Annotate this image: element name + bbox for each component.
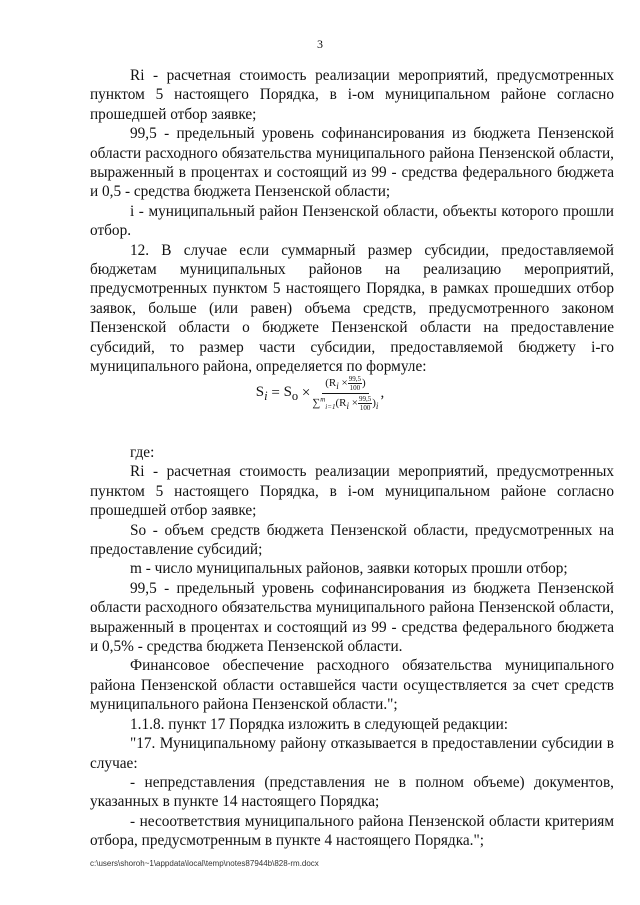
formula-comma: , xyxy=(380,385,385,401)
subsidy-formula xyxy=(0,375,640,412)
paragraph-ri-definition: Ri - расчетная стоимость реализации мероприятий, предусмотренных пунктом 5 настоящего Порядка, в i-ом муниципальном районе согласно прошедшей отбор заявке; xyxy=(90,67,614,123)
paragraph-cofinancing-level-2: 99,5 - предельный уровень софинансирования из бюджета Пензенской области расходного обязательства муниципального района Пензенской области, выраженный в процентах и состоящий из 99 - средства федерального бюджета и 0,5% - средства бюджета Пензенской области. xyxy=(90,579,614,656)
text-block-top xyxy=(90,66,614,377)
paragraph-ri-definition-2: Ri - расчетная стоимость реализации мероприятий, предусмотренных пунктом 5 настоящего Порядка, в i-ом муниципальном районе согласно прошедшей отбор заявке; xyxy=(90,463,614,520)
paragraph-m-definition: m - число муниципальных районов, заявки которых прошли отбор; xyxy=(130,560,568,578)
paragraph-where: где: xyxy=(130,444,155,461)
formula-lhs: $S_i$ xyxy=(255,383,268,403)
text-block-bottom xyxy=(90,443,614,851)
formula-s0: $S_o$ xyxy=(283,383,299,403)
footer-file-path: c:\users\shoroh~1\appdata\local\temp\notes87944b\828-rm.docx xyxy=(90,859,319,868)
paragraph-cofinancing-level: 99,5 - предельный уровень софинансирования из бюджета Пензенской области расходного обязательства муниципального района Пензенской области, выраженный в процентах и состоящий из 99 - средства федерального бюджета и 0,5 - средства бюджета Пензенской области; xyxy=(90,125,614,201)
paragraph-refusal-reason-2: - несоответствия муниципального района Пензенской области критериям отбора, предусмотренным в пункте 4 настоящего Порядка."; xyxy=(90,812,614,850)
paragraph-i-definition: i - муниципальный район Пензенской области, объекты которого прошли отбор. xyxy=(90,202,614,240)
formula-equals: = xyxy=(271,385,280,401)
page-number: 3 xyxy=(317,37,323,51)
formula-fraction xyxy=(312,375,378,412)
paragraph-so-definition: So - объем средств бюджета Пензенской области, предусмотренных на предоставление субсидий; xyxy=(90,521,614,559)
formula-denominator: $\sum^m_{i=1}(R_i$ × $\frac{99,5}{100}$ )$_i$ xyxy=(312,395,379,412)
paragraph-clause-17: "17. Муниципальному району отказывается в предоставлении субсидии в случае: xyxy=(90,735,614,772)
paragraph-clause-1-1-8: 1.1.8. пункт 17 Порядка изложить в следующей редакции: xyxy=(130,715,509,733)
formula-numerator: ($R_i$ × $\frac{99,5}{100}$ ) xyxy=(322,375,368,394)
formula-times: × xyxy=(301,385,311,401)
paragraph-clause-12: 12. В случае если суммарный размер субсидии, предоставляемой бюджетам муниципальных районов на реализацию мероприятий, предусмотренных пунктом 5 настоящего Порядка, в рамках прошедших отбор заявок, больше (или равен) объема средств, предусмотренного законом Пензенской области о бюджете Пензенской области на предоставление субсидий, то размер части субсидии, предоставляемой бюджету i-го муниципального района, определяется по формуле: xyxy=(90,241,614,376)
paragraph-refusal-reason-1: - непредставления (представления не в полном объеме) документов, указанных в пункте 14 настоящего Порядка; xyxy=(90,773,614,811)
paragraph-financial-support: Финансовое обеспечение расходного обязательства муниципального района Пензенской области оставшейся части осуществляется за счет средств муниципального района Пензенской области."; xyxy=(90,657,614,714)
